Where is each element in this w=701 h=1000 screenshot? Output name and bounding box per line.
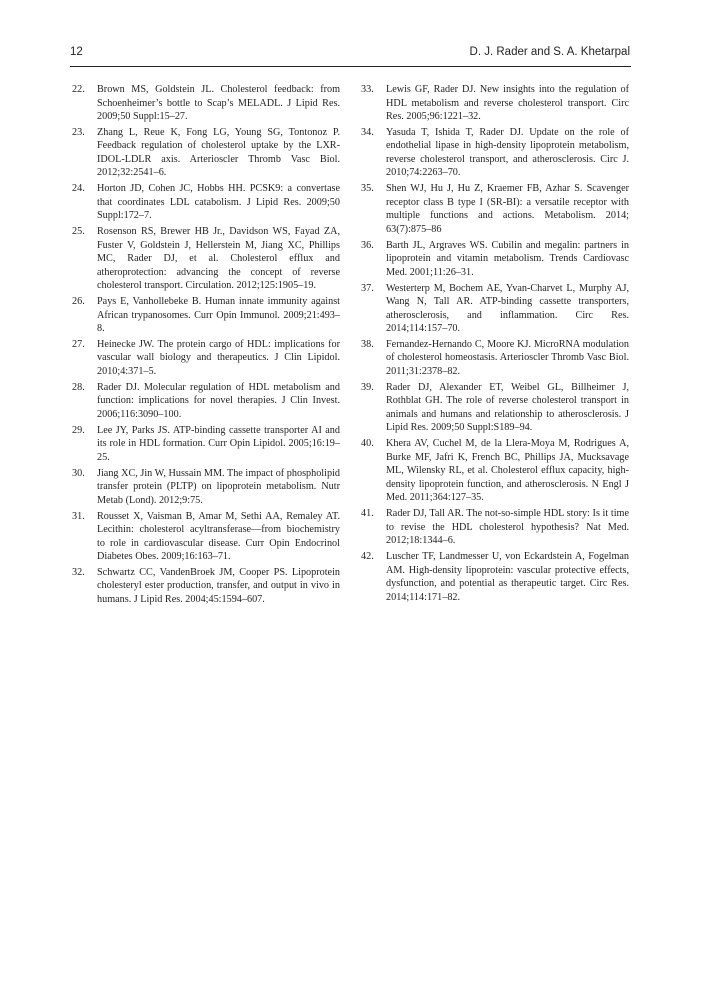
reference-item (359, 239, 629, 280)
reference-item (70, 338, 340, 379)
reference-item (359, 182, 629, 236)
reference-item (359, 126, 629, 180)
reference-text: Lee JY, Parks JS. ATP-binding cassette transporter AI and its role in HDL formation. Curr Opin Lipidol. 2005;16:19–25. (97, 424, 340, 463)
running-head: D. J. Rader and S. A. Khetarpal (469, 46, 630, 58)
reference-number: 38. (361, 338, 374, 350)
reference-number: 31. (72, 510, 85, 522)
reference-text: Shen WJ, Hu J, Hu Z, Kraemer FB, Azhar S. Scavenger receptor class B type I (SR-BI): a versatile receptor with multiple functions and actions. Metabolism. 2014; 63(7):875–86 (386, 183, 629, 235)
reference-number: 32. (72, 566, 85, 578)
reference-number: 40. (361, 438, 374, 450)
reference-text: Schwartz CC, VandenBroek JM, Cooper PS. Lipoprotein cholesteryl ester production, transfer, and output in vivo in humans. J Lipid Res. 2004;45:1594–607. (97, 566, 340, 605)
reference-text: Heinecke JW. The protein cargo of HDL: implications for vascular wall biology and therapeutics. J Clin Lipidol. 2010;4:371–5. (97, 338, 340, 377)
reference-item (70, 381, 340, 422)
reference-text: Luscher TF, Landmesser U, von Eckardstein A, Fogelman AM. High-density lipoprotein: vascular protective effects, dysfunction, and potential as therapeutic target. Circ Res. 2014;114:171–82. (386, 551, 629, 603)
reference-item (70, 566, 340, 607)
reference-text: Pays E, Vanhollebeke B. Human innate immunity against African trypanosomes. Curr Opin Immunol. 2009;21:493–8. (97, 296, 340, 335)
reference-item (359, 550, 629, 604)
reference-item (70, 126, 340, 180)
reference-item (359, 83, 629, 124)
reference-text: Rosenson RS, Brewer HB Jr., Davidson WS, Fayad ZA, Fuster V, Goldstein J, Hellerstein M, Jiang XC, Phillips MC, Rader DJ, et al. Cholesterol efflux and atheroprotection: advancing the concept of reverse cholesterol transport. Circulation. 2012;125:1905–19. (97, 226, 340, 292)
reference-number: 30. (72, 467, 85, 479)
reference-item (359, 507, 629, 548)
reference-number: 36. (361, 239, 374, 251)
reference-list-left-column (70, 83, 340, 609)
reference-text: Lewis GF, Rader DJ. New insights into the regulation of HDL metabolism and reverse cholesterol transport. Circ Res. 2005;96:1221–32. (386, 84, 629, 122)
reference-number: 25. (72, 226, 85, 238)
reference-item (70, 182, 340, 223)
reference-text: Barth JL, Argraves WS. Cubilin and megalin: partners in lipoprotein and vitamin metabolism. Trends Cardiovasc Med. 2001;11:26–31. (386, 239, 629, 278)
reference-list-right-column (359, 83, 629, 606)
reference-item (70, 295, 340, 336)
reference-number: 41. (361, 508, 374, 520)
reference-number: 27. (72, 338, 85, 350)
reference-text: Rader DJ, Tall AR. The not-so-simple HDL story: Is it time to revise the HDL cholesterol hypothesis? Nat Med. 2012;18:1344–6. (386, 508, 629, 547)
reference-number: 26. (72, 296, 85, 308)
reference-number: 35. (361, 183, 374, 195)
page-number: 12 (70, 46, 83, 58)
reference-item (359, 437, 629, 505)
reference-item (359, 282, 629, 336)
reference-item (70, 510, 340, 564)
reference-text: Yasuda T, Ishida T, Rader DJ. Update on the role of endothelial lipase in high-density lipoprotein metabolism, reverse cholesterol transport, and atherosclerosis. Circ J. 2010;74:2263–70. (386, 126, 629, 179)
reference-number: 28. (72, 381, 85, 393)
reference-text: Horton JD, Cohen JC, Hobbs HH. PCSK9: a convertase that coordinates LDL catabolism. J Lipid Res. 2009;50 Suppl:172–7. (97, 183, 340, 222)
reference-item (70, 83, 340, 124)
reference-item (70, 225, 340, 293)
reference-number: 33. (361, 84, 374, 95)
reference-text: Rousset X, Vaisman B, Amar M, Sethi AA, Remaley AT. Lecithin: cholesterol acyltransferase—from biochemistry to role in cardiovascular disease. Curr Opin Endocrinol Diabetes Obes. 2009;16:163–71. (97, 510, 340, 563)
reference-text: Westerterp M, Bochem AE, Yvan-Charvet L, Murphy AJ, Wang N, Tall AR. ATP-binding cassette transporters, atherosclerosis, and inflammation. Circ Res. 2014;114:157–70. (386, 282, 629, 335)
reference-number: 39. (361, 381, 374, 393)
reference-item (70, 424, 340, 465)
reference-text: Zhang L, Reue K, Fong LG, Young SG, Tontonoz P. Feedback regulation of cholesterol uptake by the LXR-IDOL-LDLR axis. Arterioscler Thromb Vasc Biol. 2012;32:2541–6. (97, 126, 340, 179)
reference-text: Rader DJ, Alexander ET, Weibel GL, Billheimer J, Rothblat GH. The role of reverse cholesterol transport in animals and humans and relationship to atherosclerosis. J Lipid Res. 2009;50 Suppl:S189–94. (386, 381, 629, 434)
reference-text: Brown MS, Goldstein JL. Cholesterol feedback: from Schoenheimer’s bottle to Scap’s MELADL. J Lipid Res. 2009;50 Suppl:15–27. (97, 84, 340, 122)
reference-text: Fernandez-Hernando C, Moore KJ. MicroRNA modulation of cholesterol homeostasis. Arterioscler Thromb Vasc Biol. 2011;31:2378–82. (386, 338, 629, 377)
reference-item (70, 467, 340, 508)
reference-number: 29. (72, 424, 85, 436)
reference-number: 22. (72, 84, 85, 95)
reference-number: 37. (361, 282, 374, 294)
reference-number: 34. (361, 126, 374, 138)
reference-number: 24. (72, 183, 85, 195)
reference-item (359, 381, 629, 435)
reference-text: Khera AV, Cuchel M, de la Llera-Moya M, Rodrigues A, Burke MF, Jafri K, French BC, Phillips JA, Mucksavage ML, Wilensky RL, et al. Cholesterol efflux capacity, high-density lipoprotein function, and atherosclerosis. N Engl J Med. 2011;364:127–35. (386, 438, 629, 504)
reference-text: Rader DJ. Molecular regulation of HDL metabolism and function: implications for novel therapies. J Clin Invest. 2006;116:3090–100. (97, 381, 340, 420)
header-rule (70, 66, 631, 67)
reference-number: 23. (72, 126, 85, 138)
reference-item (359, 338, 629, 379)
reference-number: 42. (361, 551, 374, 563)
reference-text: Jiang XC, Jin W, Hussain MM. The impact of phospholipid transfer protein (PLTP) on lipoprotein metabolism. Nutr Metab (Lond). 2012;9:75. (97, 467, 340, 506)
